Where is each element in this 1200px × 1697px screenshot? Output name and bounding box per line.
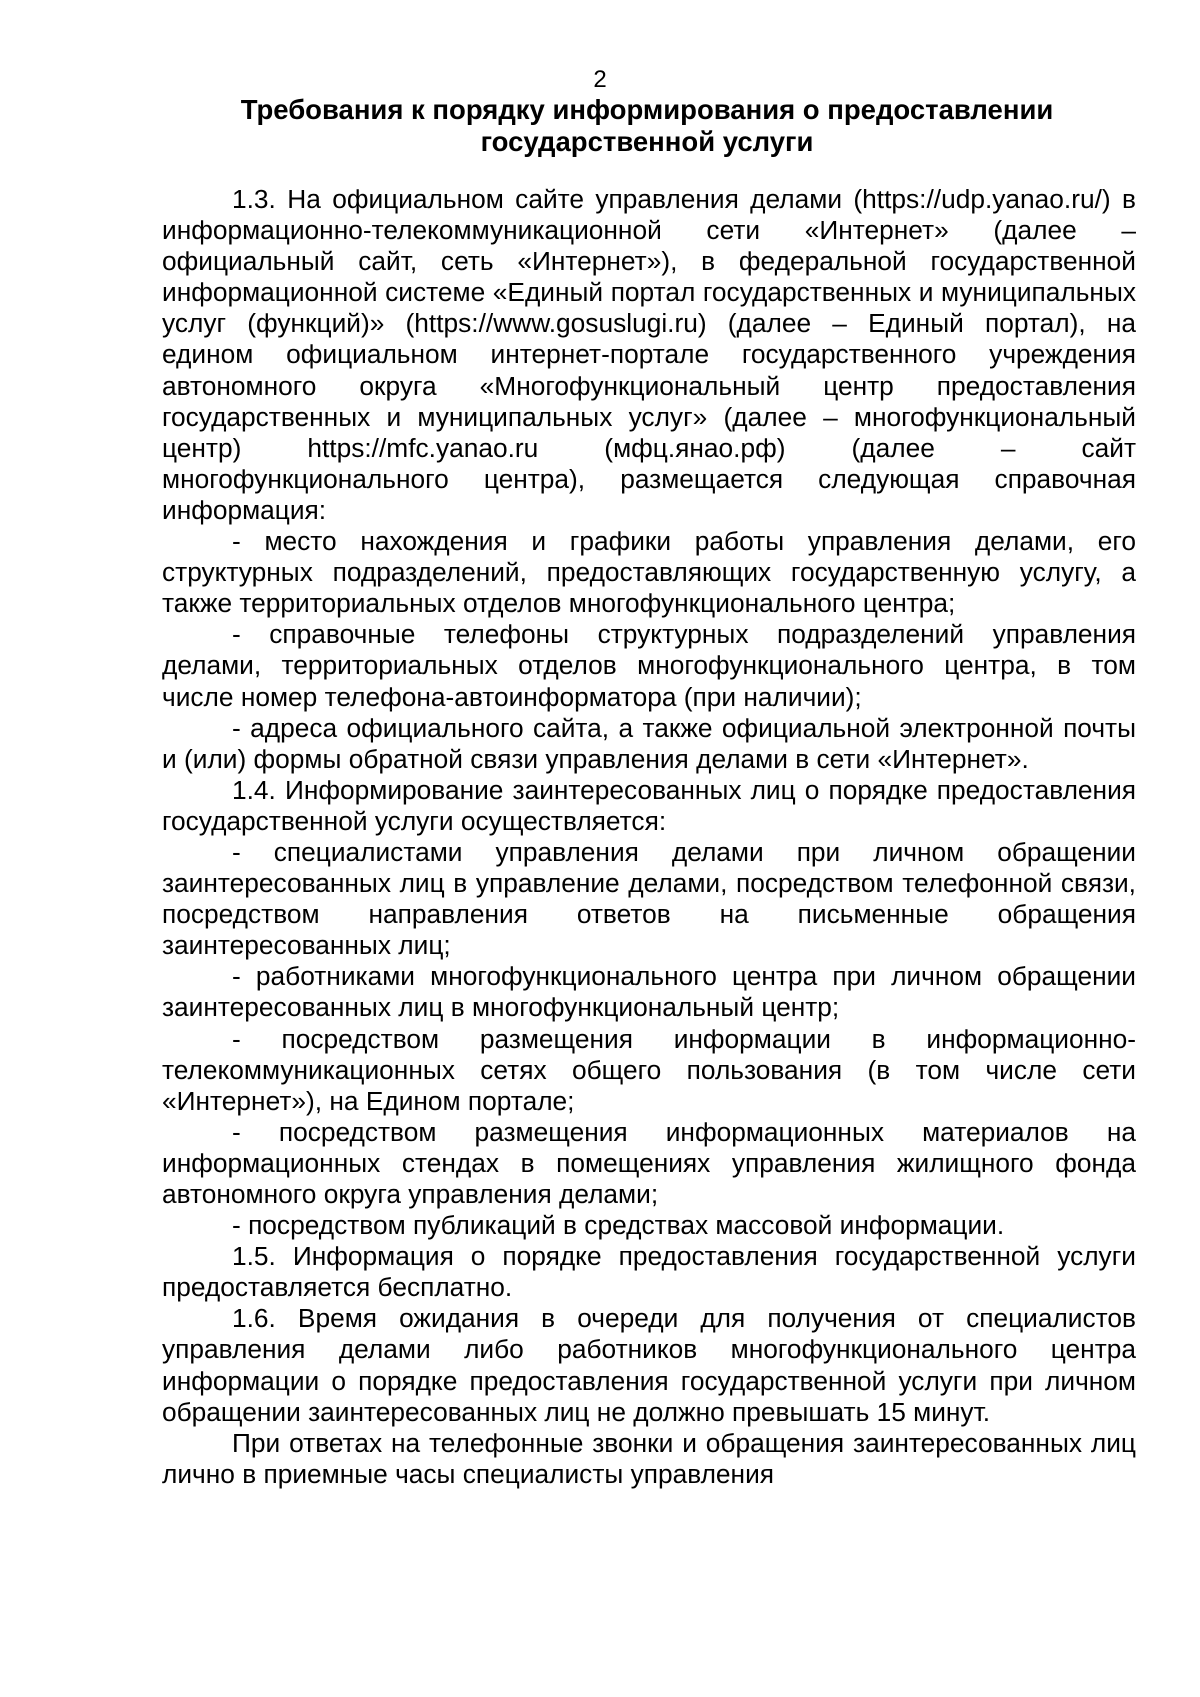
document-body	[162, 184, 1136, 1490]
list-item-website-email: - адреса официального сайта, а также официальной электронной почты и (или) формы обратной связи управления делами в сети «Интернет».	[162, 712, 1136, 774]
paragraph-phone-calls: При ответах на телефонные звонки и обращения заинтересованных лиц лично в приемные часы специалисты управления	[162, 1427, 1136, 1489]
list-item-mfc-staff: - работниками многофункционального центра при личном обращении заинтересованных лиц в многофункциональный центр;	[162, 961, 1136, 1023]
list-item-networks: - посредством размещения информации в информационно-телекоммуникационных сетях общего пользования (в том числе сети «Интернет»), на Едином портале;	[162, 1023, 1136, 1116]
page-number: 2	[593, 66, 607, 93]
list-item-specialists: - специалистами управления делами при личном обращении заинтересованных лиц в управление делами, посредством телефонной связи, посредством направления ответов на письменные обращения заинтересованных лиц;	[162, 836, 1136, 961]
list-item-location-schedule: - место нахождения и графики работы управления делами, его структурных подразделений, предоставляющих государственную услугу, а также территориальных отделов многофункционального центра;	[162, 526, 1136, 619]
list-item-info-stands: - посредством размещения информационных материалов на информационных стендах в помещениях управления жилищного фонда автономного округа управления делами;	[162, 1116, 1136, 1209]
section-heading	[160, 94, 1134, 158]
list-item-reference-phones: - справочные телефоны структурных подразделений управления делами, территориальных отделов многофункционального центра, в том числе номер телефона-автоинформатора (при наличии);	[162, 619, 1136, 712]
section-heading-line-2: государственной услуги	[480, 126, 814, 157]
paragraph-1-5: 1.5. Информация о порядке предоставления государственной услуги предоставляется бесплатно.	[162, 1241, 1136, 1303]
paragraph-1-6: 1.6. Время ожидания в очереди для получения от специалистов управления делами либо работников многофункционального центра информации о порядке предоставления государственной услуги при личном обращении заинтересованных лиц не должно превышать 15 минут.	[162, 1303, 1136, 1427]
section-heading-line-1: Требования к порядку информирования о предоставлении	[240, 94, 1054, 125]
paragraph-1-3: 1.3. На официальном сайте управления делами (https://udp.yanao.ru/) в информационно-телекоммуникационной сети «Интернет» (далее – официальный сайт, сеть «Интернет»), в федеральной государственной информационной системе «Единый портал государственных и муниципальных услуг (функций)» (https://www.gosuslugi.ru) (далее – Единый портал), на едином официальном интернет-портале государственного учреждения автономного округа «Многофункциональный центр предоставления государственных и муниципальных услуг» (далее – многофункциональный центр) https://mfc.yanao.ru (мфц.янао.рф) (далее – сайт многофункционального центра), размещается следующая справочная информация:	[162, 184, 1136, 525]
paragraph-1-4: 1.4. Информирование заинтересованных лиц о порядке предоставления государственной услуги осуществляется:	[162, 774, 1136, 836]
list-item-mass-media: - посредством публикаций в средствах массовой информации.	[232, 1210, 1005, 1241]
